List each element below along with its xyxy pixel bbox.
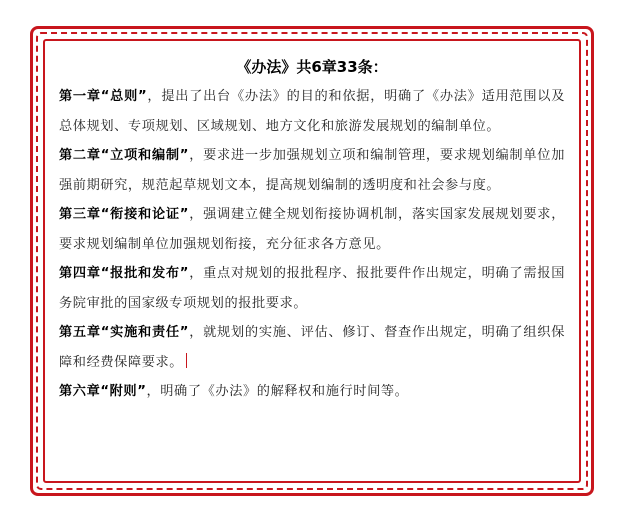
chapter-3-paragraph	[59, 200, 565, 259]
chapter-3-heading: 第三章“衔接和论证”	[59, 207, 190, 222]
chapter-2-paragraph	[59, 141, 565, 200]
chapter-5-paragraph	[59, 318, 565, 377]
summary-title: 《办法》共6章33条：	[236, 58, 388, 76]
chapter-4-heading: 第四章“报批和发布”	[59, 266, 190, 281]
chapter-1-paragraph	[59, 82, 565, 141]
chapter-2-text: ，要求进一步加强规划立项和编制管理，要求规划编制单位加强前期研究，规范起草规划文本，提高规划编制的透明度和社会参与度。	[59, 148, 565, 193]
chapter-3-text: ，强调建立健全规划衔接协调机制，落实国家发展规划要求，要求规划编制单位加强规划衔接，充分征求各方意见。	[59, 207, 565, 252]
chapter-5-heading: 第五章“实施和责任”	[59, 325, 190, 340]
chapter-1-heading: 第一章“总则”	[59, 89, 148, 104]
chapter-6-paragraph	[59, 377, 565, 407]
chapter-2-heading: 第二章“立项和编制”	[59, 148, 190, 163]
text-cursor	[186, 353, 187, 368]
chapter-5-text: ，就规划的实施、评估、修订、督查作出规定，明确了组织保障和经费保障要求。	[59, 325, 565, 370]
content-box	[43, 39, 581, 483]
chapter-1-text: ，提出了出台《办法》的目的和依据，明确了《办法》适用范围以及总体规划、专项规划、区域规划、地方文化和旅游发展规划的编制单位。	[59, 89, 565, 134]
chapter-4-paragraph	[59, 259, 565, 318]
chapter-6-text: ，明确了《办法》的解释权和施行时间等。	[146, 384, 409, 399]
chapter-4-text: ，重点对规划的报批程序、报批要件作出规定，明确了需报国务院审批的国家级专项规划的报批要求。	[59, 266, 565, 311]
chapter-6-heading: 第六章“附则”	[59, 384, 147, 399]
